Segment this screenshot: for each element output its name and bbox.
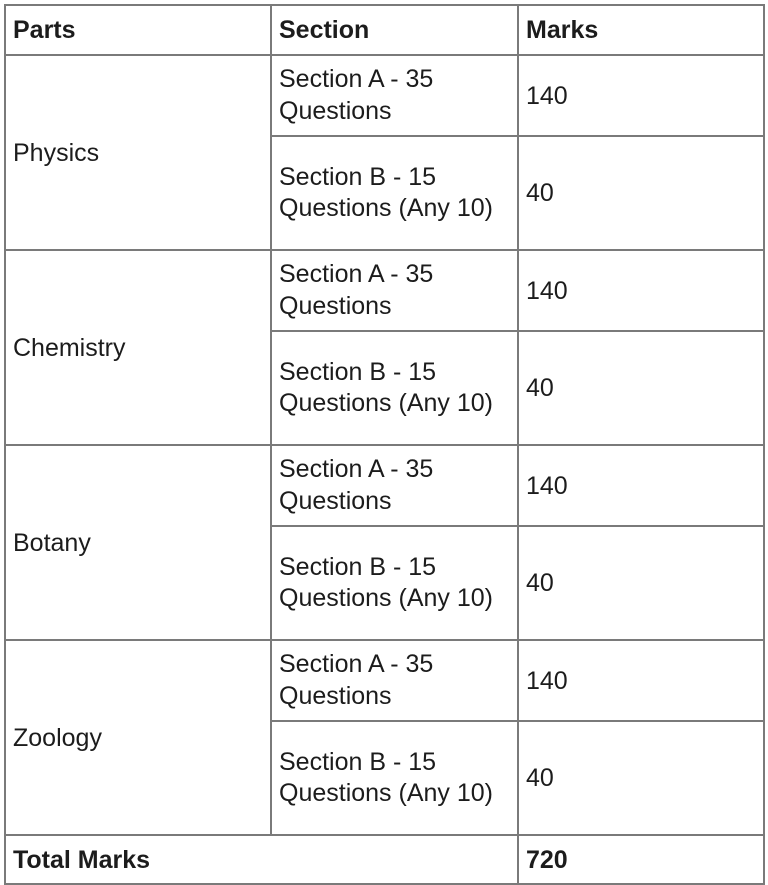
total-value: 720 (518, 835, 764, 884)
total-row (5, 835, 764, 884)
section-cell: Section A - 35 Questions (271, 445, 518, 526)
header-marks: Marks (518, 5, 764, 55)
marks-cell: 40 (518, 721, 764, 835)
section-cell: Section A - 35 Questions (271, 640, 518, 721)
marks-cell: 140 (518, 250, 764, 331)
header-parts: Parts (5, 5, 271, 55)
section-cell: Section B - 15 Questions (Any 10) (271, 136, 518, 250)
table-row (5, 250, 764, 331)
part-cell-zoology: Zoology (5, 640, 271, 835)
part-cell-botany: Botany (5, 445, 271, 640)
marks-distribution-table (4, 4, 765, 885)
part-cell-chemistry: Chemistry (5, 250, 271, 445)
part-cell-physics: Physics (5, 55, 271, 250)
total-label: Total Marks (5, 835, 518, 884)
marks-cell: 140 (518, 640, 764, 721)
table-row (5, 445, 764, 526)
marks-cell: 40 (518, 136, 764, 250)
section-cell: Section B - 15 Questions (Any 10) (271, 721, 518, 835)
section-cell: Section A - 35 Questions (271, 250, 518, 331)
marks-cell: 140 (518, 55, 764, 136)
table-row (5, 55, 764, 136)
header-row (5, 5, 764, 55)
section-cell: Section B - 15 Questions (Any 10) (271, 331, 518, 445)
section-cell: Section B - 15 Questions (Any 10) (271, 526, 518, 640)
header-section: Section (271, 5, 518, 55)
table-row (5, 640, 764, 721)
marks-cell: 40 (518, 526, 764, 640)
marks-cell: 140 (518, 445, 764, 526)
marks-cell: 40 (518, 331, 764, 445)
section-cell: Section A - 35 Questions (271, 55, 518, 136)
